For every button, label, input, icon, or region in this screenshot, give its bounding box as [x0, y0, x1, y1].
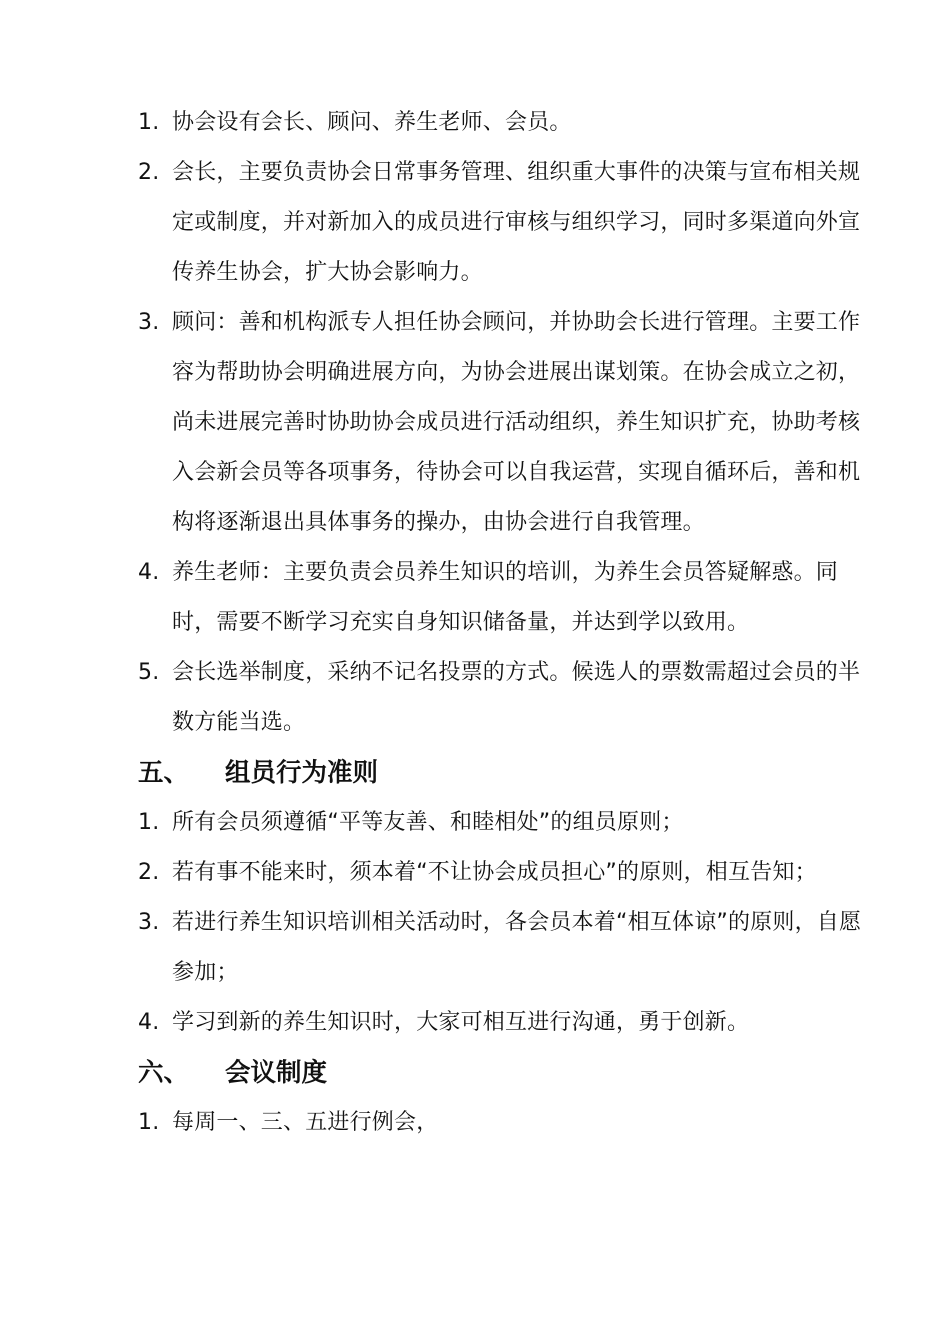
list-item-number: 2. — [138, 160, 160, 185]
list-item-text: 协会设有会长、顾问、养生老师、会员。 — [172, 110, 572, 135]
list-item-number: 3. — [138, 910, 160, 935]
list-item — [0, 798, 867, 848]
list-item-text: 学习到新的养生知识时，大家可相互进行沟通，勇于创新。 — [172, 1010, 750, 1035]
list-item — [0, 148, 867, 298]
list-item — [0, 898, 867, 998]
list-item-number: 5. — [138, 660, 160, 685]
list-item — [0, 98, 867, 148]
section-number: 五、 — [138, 758, 190, 788]
list-item — [0, 848, 867, 898]
section-number: 六、 — [138, 1058, 190, 1088]
list-item-text: 每周一、三、五进行例会， — [172, 1110, 439, 1135]
list-item-number: 4. — [138, 1010, 160, 1035]
list-item — [0, 548, 867, 648]
document-page — [0, 98, 950, 1148]
list-item-number: 2. — [138, 860, 160, 885]
list-item-number: 1. — [138, 810, 160, 835]
list-item-text: 若进行养生知识培训相关活动时，各会员本着“相互体谅”的原则，自愿参加； — [172, 910, 862, 985]
list-item-number: 4. — [138, 560, 160, 585]
list-item-text: 若有事不能来时，须本着“不让协会成员担心”的原则，相互告知； — [172, 860, 817, 885]
section-heading — [0, 748, 950, 798]
list-item-text: 养生老师：主要负责会员养生知识的培训，为养生会员答疑解惑。同时，需要不断学习充实自身知识储备量，并达到学以致用。 — [172, 560, 839, 635]
section-title: 组员行为准则 — [225, 758, 379, 788]
list-item-text: 所有会员须遵循“平等友善、和睦相处”的组员原则； — [172, 810, 684, 835]
list-item-text: 顾问：善和机构派专人担任协会顾问，并协助会长进行管理。主要工作容为帮助协会明确进展方向，为协会进展出谋划策。在协会成立之初，尚未进展完善时协助协会成员进行活动组织，养生知识扩充，协助考核入会新会员等各项事务，待协会可以自我运营，实现自循环后，善和机构将逐渐退出具体事务的操办，由协会进行自我管理。 — [172, 310, 861, 535]
list-item — [0, 1098, 867, 1148]
list-item-text: 会长选举制度，采纳不记名投票的方式。候选人的票数需超过会员的半数方能当选。 — [172, 660, 861, 735]
list-item-number: 3. — [138, 310, 160, 335]
list-item — [0, 648, 867, 748]
list-item-number: 1. — [138, 1110, 160, 1135]
list-item-number: 1. — [138, 110, 160, 135]
section-title: 会议制度 — [225, 1058, 328, 1088]
list-item-text: 会长，主要负责协会日常事务管理、组织重大事件的决策与宣布相关规定或制度，并对新加入的成员进行审核与组织学习，同时多渠道向外宣传养生协会，扩大协会影响力。 — [172, 160, 861, 285]
section-heading — [0, 1048, 950, 1098]
list-item — [0, 298, 867, 548]
list-item — [0, 998, 867, 1048]
